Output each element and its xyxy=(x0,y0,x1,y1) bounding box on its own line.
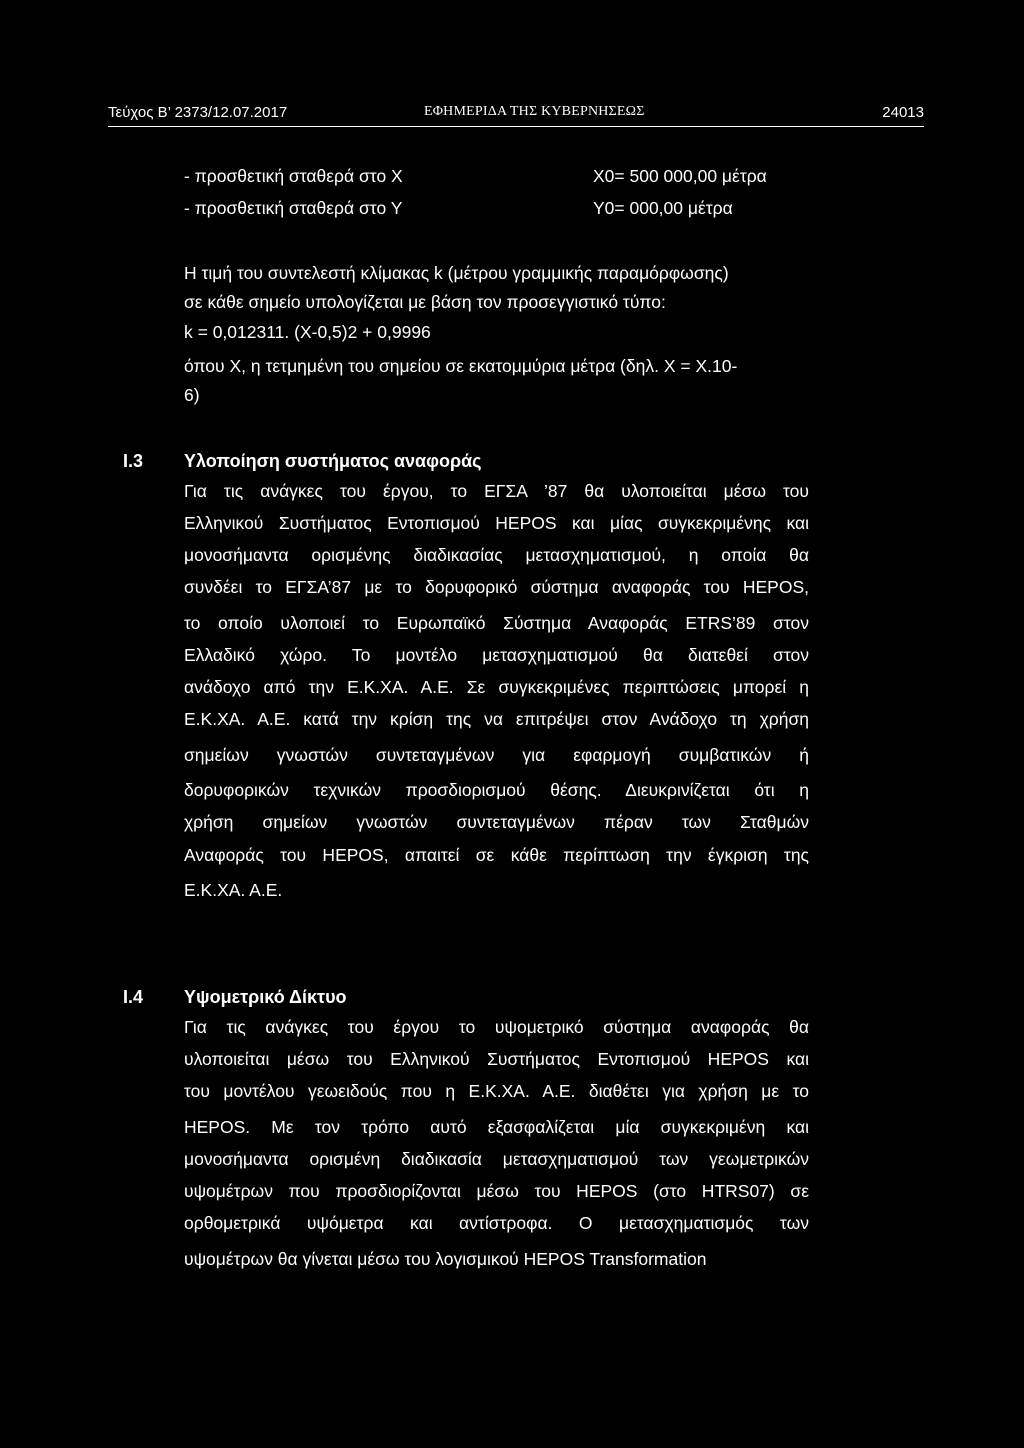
paragraph-line: υλοποιείται μέσω του Ελληνικού Συστήματος Εντοπισμού HEPOS και xyxy=(184,1049,809,1069)
paragraph-line: του μοντέλου γεωειδούς που η Ε.Κ.ΧΑ. Α.Ε. διαθέτει για χρήση με το xyxy=(184,1081,809,1101)
paragraph-line: Για τις ανάγκες του έργου το υψομετρικό σύστημα αναφοράς θα xyxy=(184,1017,809,1037)
paragraph-line: ανάδοχο από την Ε.Κ.ΧΑ. Α.Ε. Σε συγκεκριμένες περιπτώσεις μπορεί η xyxy=(184,677,809,697)
constant-label: - προσθετική σταθερά στο Χ xyxy=(184,166,403,186)
paragraph-line: χρήση σημείων γνωστών συντεταγμένων πέραν των Σταθμών xyxy=(184,812,809,832)
scale-line: όπου Χ, η τετμημένη του σημείου σε εκατομμύρια μέτρα (δηλ. Χ = Χ.10- xyxy=(184,356,738,376)
scale-line: Η τιμή του συντελεστή κλίμακας k (μέτρου γραμμικής παραμόρφωσης) xyxy=(184,263,729,283)
paragraph-line: δορυφορικών τεχνικών προσδιορισμού θέσης. Διευκρινίζεται ότι η xyxy=(184,780,809,800)
scale-line: σε κάθε σημείο υπολογίζεται με βάση τον προσεγγιστικό τύπο: xyxy=(184,292,666,312)
paragraph-line: σημείων γνωστών συντεταγμένων για εφαρμογή συμβατικών ή xyxy=(184,745,809,765)
page-header xyxy=(108,102,924,127)
issue-info: Τεύχος Β’ 2373/12.07.2017 xyxy=(108,104,288,121)
constant-value: Υ0= 000,00 μέτρα xyxy=(593,198,733,218)
paragraph-line: μονοσήμαντα ορισμένη διαδικασία μετασχηματισμού των γεωμετρικών xyxy=(184,1149,809,1169)
paragraph-line: υψομέτρων που προσδιορίζονται μέσω του HEPOS (στο HTRS07) σε xyxy=(184,1181,809,1201)
scale-line: 6) xyxy=(184,385,200,405)
paragraph-line: Ελληνικού Συστήματος Εντοπισμού HEPOS και μίας συγκεκριμένης και xyxy=(184,513,809,533)
paragraph-line: Ε.Κ.ΧΑ. Α.Ε. κατά την κρίση της να επιτρέψει στον Ανάδοχο τη χρήση xyxy=(184,709,809,729)
paragraph-line: ορθομετρικά υψόμετρα και αντίστροφα. Ο μετασχηματισμός των xyxy=(184,1213,809,1233)
paragraph-line: Ελλαδικό χώρο. Το μοντέλο μετασχηματισμού θα διατεθεί στον xyxy=(184,645,809,665)
section-number: I.4 xyxy=(123,987,144,1007)
paragraph-line: Αναφοράς του HEPOS, απαιτεί σε κάθε περίπτωση την έγκριση της xyxy=(184,845,809,865)
gazette-title: ΕΦΗΜΕΡΙΔΑ ΤΗΣ ΚΥΒΕΡΝΗΣΕΩΣ xyxy=(424,104,645,119)
constant-label: - προσθετική σταθερά στο Υ xyxy=(184,198,403,218)
paragraph-line: Για τις ανάγκες του έργου, το ΕΓΣΑ ’87 θα υλοποιείται μέσω του xyxy=(184,481,809,501)
section-number: I.3 xyxy=(123,451,144,471)
section-title: Υψομετρικό Δίκτυο xyxy=(184,987,347,1007)
constant-value: Χ0= 500 000,00 μέτρα xyxy=(593,166,767,186)
paragraph-line: μονοσήμαντα ορισμένης διαδικασίας μετασχηματισμού, η οποία θα xyxy=(184,545,809,565)
formula-line: k = 0,012311. (X-0,5)2 + 0,9996 xyxy=(184,322,431,342)
paragraph-last-line: Ε.Κ.ΧΑ. Α.Ε. xyxy=(184,880,283,900)
paragraph-last-line: υψομέτρων θα γίνεται μέσω του λογισμικού HEPOS Transformation xyxy=(184,1249,707,1269)
paragraph-line: HEPOS. Με τον τρόπο αυτό εξασφαλίζεται μία συγκεκριμένη και xyxy=(184,1117,809,1137)
page-number: 24013 xyxy=(882,104,924,121)
section-title: Υλοποίηση συστήματος αναφοράς xyxy=(184,451,482,471)
paragraph-line: το οποίο υλοποιεί το Ευρωπαϊκό Σύστημα Αναφοράς ETRS’89 στον xyxy=(184,613,809,633)
paragraph-line: συνδέει το ΕΓΣΑ’87 με το δορυφορικό σύστημα αναφοράς του HEPOS, xyxy=(184,577,809,597)
